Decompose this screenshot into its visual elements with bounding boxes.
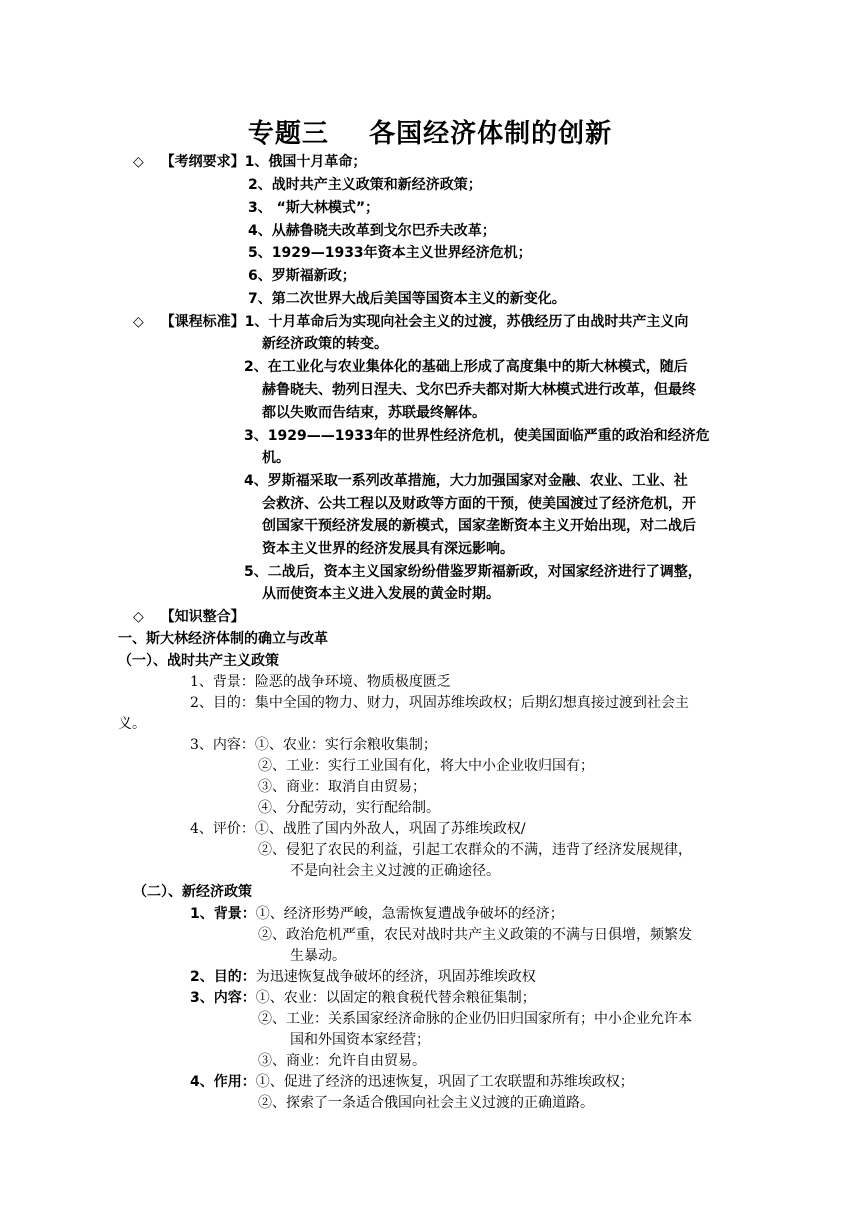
exam-item: 6、罗斯福新政； [248, 268, 356, 284]
sub2-line: 为迅速恢复战争破坏的经济，巩固苏维埃政权 [255, 969, 536, 985]
sub1-line: ②、侵犯了农民的利益，引起工农群众的不满，违背了经济发展规律， [258, 842, 692, 858]
sub1-line: ③、商业：取消自由贸易； [258, 779, 426, 795]
document-title: 专题三 各国经济体制的创新 [247, 119, 613, 149]
effect-label: 4、作用： [190, 1074, 256, 1090]
subsection-heading: （一）、战时共产主义政策 [118, 653, 279, 669]
sub2-content-row [190, 989, 536, 1007]
sub2-line: 国和外国资本家经营； [290, 1032, 430, 1048]
sub2-line: 生暴动。 [290, 948, 346, 964]
sub2-line: ③、商业：允许自由贸易。 [258, 1053, 426, 1069]
standard-line: 会救济、公共工程以及财政等方面的干预，使美国渡过了经济危机，开 [262, 496, 696, 512]
subsection-heading: （二）、新经济政策 [133, 884, 252, 900]
sub2-line: ②、工业：关系国家经济命脉的企业仍旧归国家所有；中小企业允许本 [258, 1011, 692, 1027]
standard-line: 创国家干预经济发展的新模式，国家垄断资本主义开始出现，对二战后 [262, 518, 696, 534]
standard-heading-label: 【课程标准】 [160, 314, 245, 330]
sub1-line: 4、评价：①、战胜了国内外敌人，巩固了苏维埃政权/ [190, 821, 526, 837]
sub1-line: ④、分配劳动，实行配给制。 [258, 800, 440, 816]
purpose-label: 2、目的： [190, 969, 256, 985]
standard-line: 赫鲁晓夫、勃列日涅夫、戈尔巴乔夫都对斯大林模式进行改革，但最终 [262, 382, 696, 398]
sub2-line: ①、农业：以固定的粮食税代替余粮征集制； [255, 990, 536, 1006]
exam-requirements-heading [133, 153, 366, 171]
sub2-line: ②、政治危机严重，农民对战时共产主义政策的不满与日俱增，频繁发 [258, 927, 692, 943]
standard-line: 新经济政策的转变。 [262, 336, 388, 352]
diamond-bullet-icon: ◇ [133, 154, 144, 170]
sub1-line: 2、目的：集中全国的物力、财力，巩固苏维埃政权；后期幻想真接过渡到社会主 [190, 695, 689, 711]
standard-line: 3、1929——1933年的世界性经济危机，使美国面临严重的政治和经济危 [244, 428, 710, 444]
standard-line: 5、二战后，资本主义国家纷纷借鉴罗斯福新政，对国家经济进行了调整， [244, 564, 702, 580]
section-heading: 一、斯大林经济体制的确立与改革 [118, 631, 328, 647]
standard-line: 4、罗斯福采取一系列改革措施，大力加强国家对金融、农业、工业、社 [244, 473, 688, 489]
diamond-bullet-icon: ◇ [133, 609, 144, 625]
course-standard-heading [133, 313, 688, 331]
sub2-line: ①、促进了经济的迅速恢复，巩固了工农联盟和苏维埃政权； [255, 1074, 634, 1090]
standard-line: 1、十月革命后为实现向社会主义的过渡，苏俄经历了由战时共产主义向 [244, 314, 689, 330]
sub2-line: ①、经济形势严峻，急需恢复遭战争破坏的经济； [255, 906, 564, 922]
standard-line: 都以失败而告结束，苏联最终解体。 [262, 405, 486, 421]
sub1-line: 3、内容：①、农业：实行余粮收集制； [190, 737, 437, 753]
background-label: 1、背景： [190, 906, 256, 922]
standard-line: 2、在工业化与农业集体化的基础上形成了高度集中的斯大林模式，随后 [244, 359, 688, 375]
exam-heading-label: 【考纲要求】 [160, 154, 245, 170]
standard-line: 从而使资本主义进入发展的黄金时期。 [262, 586, 500, 602]
sub1-line: ②、工业：实行工业国有化，将大中小企业收归国有； [258, 758, 594, 774]
sub2-line: ②、探索了一条适合俄国向社会主义过渡的正确道路。 [258, 1095, 594, 1111]
sub1-line: 1、背景：险恶的战争环境、物质极度匮乏 [190, 674, 451, 690]
standard-line: 资本主义世界的经济发展具有深远影响。 [262, 541, 514, 557]
sub2-effect-row [190, 1073, 634, 1091]
sub1-line: 义。 [118, 716, 146, 732]
sub1-line: 不是向社会主义过渡的正确途径。 [290, 863, 500, 879]
standard-line: 机。 [262, 450, 290, 466]
exam-item: 3、 “斯大林模式”； [248, 200, 380, 216]
exam-item: 2、战时共产主义政策和新经济政策； [248, 177, 482, 193]
exam-item: 5、1929—1933年资本主义世界经济危机； [248, 245, 532, 261]
diamond-bullet-icon: ◇ [133, 314, 144, 330]
sub2-purpose-row [190, 968, 536, 986]
exam-item: 1、俄国十月革命； [244, 154, 367, 170]
exam-item: 7、第二次世界大战后美国等国资本主义的新变化。 [248, 291, 566, 307]
exam-item: 4、从赫鲁晓夫改革到戈尔巴乔夫改革； [248, 223, 496, 239]
content-label: 3、内容： [190, 990, 256, 1006]
knowledge-integration-heading [133, 608, 245, 626]
knowledge-heading-label: 【知识整合】 [160, 609, 245, 625]
sub2-background-row [190, 905, 564, 923]
